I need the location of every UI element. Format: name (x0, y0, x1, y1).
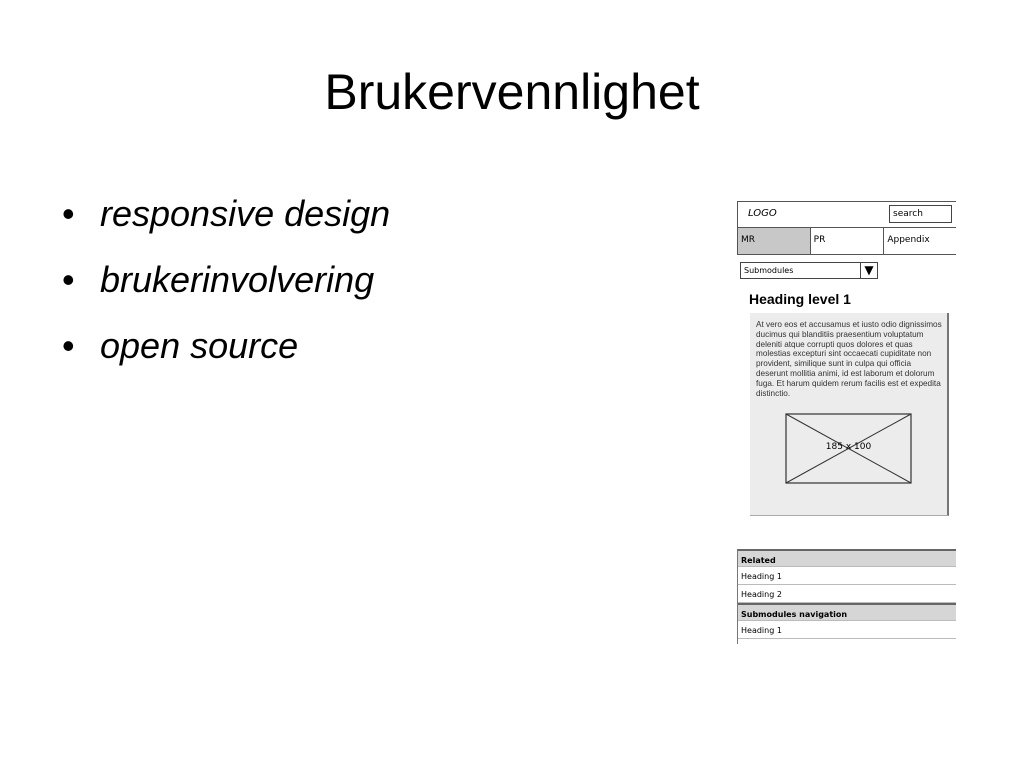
wireframe-image-placeholder (785, 413, 912, 484)
wireframe-content-panel (750, 313, 949, 516)
wireframe-image-label: 185 x 100 (825, 442, 872, 452)
bullet-text: brukerinvolvering (100, 259, 375, 300)
wireframe-tabs (737, 228, 956, 255)
wireframe-tab-pr: PR (811, 228, 885, 254)
wireframe-sidebar (737, 549, 956, 644)
wireframe-related-title: Related (738, 549, 956, 567)
wireframe-heading: Heading level 1 (749, 291, 851, 307)
wireframe-dropdown-value: Submodules (744, 266, 794, 275)
bullet-item (62, 322, 390, 388)
bullet-icon: • (62, 193, 75, 234)
triangle-down-icon: ▼ (860, 263, 877, 278)
bullet-text: responsive design (100, 193, 391, 234)
wireframe-logo: LOGO (748, 208, 777, 219)
bullet-icon: • (62, 325, 75, 366)
list-item: Heading 2 (738, 585, 956, 603)
bullet-item (62, 256, 390, 322)
list-item: Heading 1 (738, 621, 956, 639)
bullet-icon: • (62, 259, 75, 300)
wireframe-tab-appendix: Appendix (887, 235, 930, 245)
wireframe-subnav-title: Submodules navigation (738, 603, 956, 621)
bullet-text: open source (100, 325, 299, 366)
bullet-list (62, 190, 390, 388)
wireframe-paragraph: At vero eos et accusamus et iusto odio dignissimos ducimus qui blanditiis praesentium voluptatum deleniti atque corrupti quos dolores et quas molestias excepturi sint occaecati cupiditate non provident, similique sunt in culpa qui officia deserunt mollitia animi, id est laborum et dolorum fuga. Et harum quidem rerum facilis est et expedita distinctio. (756, 320, 942, 398)
list-item: Heading 1 (738, 567, 956, 585)
wireframe-header (737, 201, 956, 228)
wireframe-dropdown (740, 262, 878, 279)
slide-title: Brukervennlighet (324, 64, 700, 120)
wireframe-search-input: search (889, 205, 952, 223)
bullet-item (62, 190, 390, 256)
wireframe-tab-mr: MR (738, 228, 811, 254)
